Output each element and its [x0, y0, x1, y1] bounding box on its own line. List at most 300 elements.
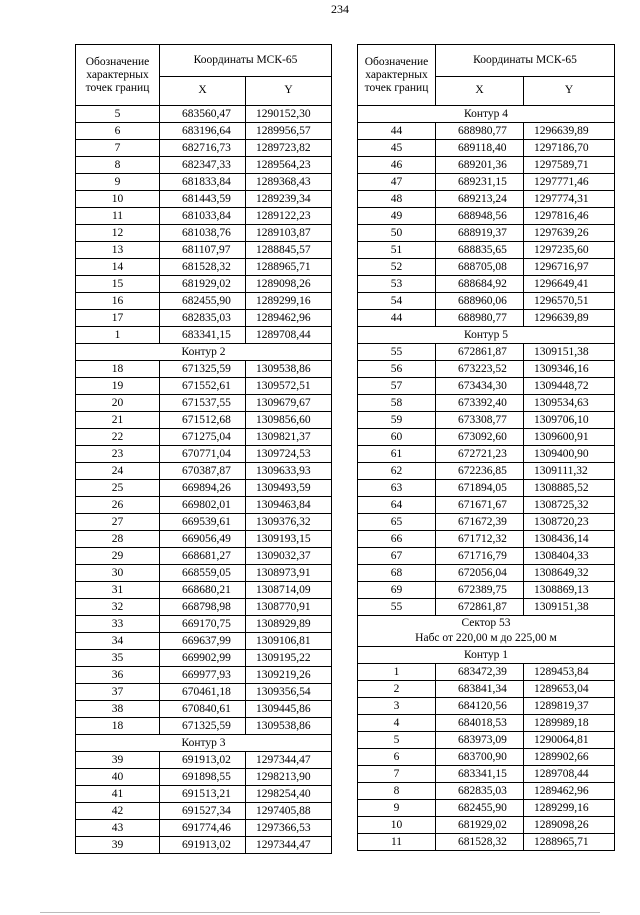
y-coordinate: 1289299,16: [524, 800, 615, 817]
table-row: [358, 310, 615, 327]
contour-title: Контур 4: [358, 106, 615, 123]
point-number: 45: [358, 140, 436, 157]
point-number: 21: [76, 412, 160, 429]
x-coordinate: 671894,05: [436, 480, 524, 497]
point-number: 56: [358, 361, 436, 378]
y-coordinate: 1289239,34: [246, 191, 332, 208]
y-coordinate: 1309356,54: [246, 684, 332, 701]
point-number: 7: [358, 766, 436, 783]
table-row: [76, 140, 332, 157]
y-coordinate: 1309633,93: [246, 463, 332, 480]
x-coordinate: 671325,59: [160, 361, 246, 378]
y-coordinate: 1289103,87: [246, 225, 332, 242]
table-row: [76, 650, 332, 667]
y-coordinate: 1298213,90: [246, 769, 332, 786]
point-number: 55: [358, 344, 436, 361]
y-coordinate: 1309463,84: [246, 497, 332, 514]
y-coordinate: 1289299,16: [246, 293, 332, 310]
y-coordinate: 1308973,91: [246, 565, 332, 582]
y-coordinate: 1297235,60: [524, 242, 615, 259]
x-coordinate: 672721,23: [436, 446, 524, 463]
x-coordinate: 669802,01: [160, 497, 246, 514]
point-number: 10: [358, 817, 436, 834]
x-coordinate: 672861,87: [436, 599, 524, 616]
table-row: [76, 684, 332, 701]
x-coordinate: 668680,21: [160, 582, 246, 599]
x-coordinate: 672236,85: [436, 463, 524, 480]
y-coordinate: 1289453,84: [524, 664, 615, 681]
y-coordinate: 1309534,63: [524, 395, 615, 412]
table-row: [358, 259, 615, 276]
y-coordinate: 1309572,51: [246, 378, 332, 395]
x-coordinate: 670771,04: [160, 446, 246, 463]
point-number: 12: [76, 225, 160, 242]
point-number: 8: [358, 783, 436, 800]
point-number: 1: [358, 664, 436, 681]
x-coordinate: 681033,84: [160, 208, 246, 225]
contour-header-row: [358, 327, 615, 344]
x-coordinate: 682455,90: [436, 800, 524, 817]
table-row: [76, 837, 332, 854]
table-row: [76, 514, 332, 531]
header-coordinates: Координаты МСК-65: [160, 45, 332, 77]
point-number: 9: [358, 800, 436, 817]
x-coordinate: 683341,15: [436, 766, 524, 783]
y-coordinate: 1309376,32: [246, 514, 332, 531]
y-coordinate: 1289956,57: [246, 123, 332, 140]
x-coordinate: 691898,55: [160, 769, 246, 786]
x-coordinate: 689231,15: [436, 174, 524, 191]
point-number: 65: [358, 514, 436, 531]
x-coordinate: 668681,27: [160, 548, 246, 565]
y-coordinate: 1288965,71: [246, 259, 332, 276]
y-coordinate: 1309493,59: [246, 480, 332, 497]
y-coordinate: 1309032,37: [246, 548, 332, 565]
table-row: [358, 582, 615, 599]
x-coordinate: 681107,97: [160, 242, 246, 259]
y-coordinate: 1308725,32: [524, 497, 615, 514]
x-coordinate: 670387,87: [160, 463, 246, 480]
y-coordinate: 1297366,53: [246, 820, 332, 837]
x-coordinate: 688948,56: [436, 208, 524, 225]
page-number: 234: [331, 2, 349, 16]
table-row: [358, 834, 615, 851]
table-row: [76, 446, 332, 463]
point-number: 63: [358, 480, 436, 497]
point-number: 3: [358, 698, 436, 715]
y-coordinate: 1309724,53: [246, 446, 332, 463]
x-coordinate: 683973,09: [436, 732, 524, 749]
table-row: [358, 715, 615, 732]
y-coordinate: 1309346,16: [524, 361, 615, 378]
point-number: 47: [358, 174, 436, 191]
x-coordinate: 671552,61: [160, 378, 246, 395]
point-number: 18: [76, 718, 160, 735]
y-coordinate: 1289462,96: [524, 783, 615, 800]
point-number: 62: [358, 463, 436, 480]
table-row: [358, 412, 615, 429]
header-y: Y: [524, 76, 615, 105]
x-coordinate: 673223,52: [436, 361, 524, 378]
y-coordinate: 1308885,52: [524, 480, 615, 497]
y-coordinate: 1298254,40: [246, 786, 332, 803]
table-row: [76, 106, 332, 123]
table-row: [76, 820, 332, 837]
table-row: [76, 123, 332, 140]
x-coordinate: 673308,77: [436, 412, 524, 429]
x-coordinate: 683700,90: [436, 749, 524, 766]
contour-header-row: [76, 735, 332, 752]
table-row: [358, 276, 615, 293]
y-coordinate: 1309600,91: [524, 429, 615, 446]
point-number: 51: [358, 242, 436, 259]
y-coordinate: 1296570,51: [524, 293, 615, 310]
point-number: 28: [76, 531, 160, 548]
table-row: [358, 361, 615, 378]
table-row: [358, 191, 615, 208]
point-number: 59: [358, 412, 436, 429]
point-number: 42: [76, 803, 160, 820]
x-coordinate: 681929,02: [436, 817, 524, 834]
table-row: [358, 446, 615, 463]
contour-header-row: [358, 106, 615, 123]
y-coordinate: 1289819,37: [524, 698, 615, 715]
x-coordinate: 681929,02: [160, 276, 246, 293]
table-row: [358, 565, 615, 582]
y-coordinate: 1309195,22: [246, 650, 332, 667]
y-coordinate: 1308929,89: [246, 616, 332, 633]
point-number: 69: [358, 582, 436, 599]
point-number: 67: [358, 548, 436, 565]
header-point-designation: Обозначение характерных точек границ: [76, 45, 160, 106]
x-coordinate: 669056,49: [160, 531, 246, 548]
y-coordinate: 1296639,89: [524, 123, 615, 140]
table-row: [358, 344, 615, 361]
x-coordinate: 689118,40: [436, 140, 524, 157]
table-row: [76, 327, 332, 344]
y-coordinate: 1309538,86: [246, 361, 332, 378]
table-row: [358, 800, 615, 817]
x-coordinate: 683560,47: [160, 106, 246, 123]
point-number: 39: [76, 837, 160, 854]
table-row: [76, 395, 332, 412]
table-row: [358, 514, 615, 531]
table-row: [76, 361, 332, 378]
point-number: 44: [358, 310, 436, 327]
x-coordinate: 683472,39: [436, 664, 524, 681]
x-coordinate: 669977,93: [160, 667, 246, 684]
y-coordinate: 1290064,81: [524, 732, 615, 749]
contour-header-row: [76, 344, 332, 361]
point-number: 22: [76, 429, 160, 446]
x-coordinate: 691913,02: [160, 837, 246, 854]
coordinates-table-right: [357, 44, 615, 851]
table-row: [76, 463, 332, 480]
y-coordinate: 1309219,26: [246, 667, 332, 684]
table-row: [76, 701, 332, 718]
y-coordinate: 1308436,14: [524, 531, 615, 548]
table-row: [76, 752, 332, 769]
table-row: [76, 208, 332, 225]
point-number: 18: [76, 361, 160, 378]
point-number: 15: [76, 276, 160, 293]
point-number: 27: [76, 514, 160, 531]
contour-title: Контур 2: [76, 344, 332, 361]
y-coordinate: 1309193,15: [246, 531, 332, 548]
y-coordinate: 1289098,26: [524, 817, 615, 834]
point-number: 7: [76, 140, 160, 157]
y-coordinate: 1308869,13: [524, 582, 615, 599]
table-row: [358, 681, 615, 698]
x-coordinate: 669637,99: [160, 633, 246, 650]
y-coordinate: 1289708,44: [524, 766, 615, 783]
point-number: 10: [76, 191, 160, 208]
header-coordinates: Координаты МСК-65: [436, 45, 615, 77]
x-coordinate: 688980,77: [436, 310, 524, 327]
y-coordinate: 1289098,26: [246, 276, 332, 293]
x-coordinate: 682716,73: [160, 140, 246, 157]
table-row: [358, 698, 615, 715]
x-coordinate: 691513,21: [160, 786, 246, 803]
table-row: [76, 497, 332, 514]
y-coordinate: 1309400,90: [524, 446, 615, 463]
x-coordinate: 684018,53: [436, 715, 524, 732]
x-coordinate: 684120,56: [436, 698, 524, 715]
point-number: 20: [76, 395, 160, 412]
point-number: 66: [358, 531, 436, 548]
point-number: 40: [76, 769, 160, 786]
table-row: [76, 599, 332, 616]
y-coordinate: 1297405,88: [246, 803, 332, 820]
x-coordinate: 670840,61: [160, 701, 246, 718]
table-row: [76, 174, 332, 191]
point-number: 52: [358, 259, 436, 276]
header-point-designation: Обозначение характерных точек границ: [358, 45, 436, 106]
table-row: [358, 480, 615, 497]
table-row: [358, 293, 615, 310]
y-coordinate: 1289708,44: [246, 327, 332, 344]
y-coordinate: 1309856,60: [246, 412, 332, 429]
table-row: [358, 208, 615, 225]
table-row: [76, 582, 332, 599]
table-row: [358, 749, 615, 766]
x-coordinate: 688919,37: [436, 225, 524, 242]
x-coordinate: 689201,36: [436, 157, 524, 174]
x-coordinate: 669539,61: [160, 514, 246, 531]
table-row: [358, 140, 615, 157]
table-row: [358, 395, 615, 412]
point-number: 35: [76, 650, 160, 667]
x-coordinate: 683341,15: [160, 327, 246, 344]
point-number: 23: [76, 446, 160, 463]
table-row: [358, 531, 615, 548]
point-number: 5: [76, 106, 160, 123]
point-number: 13: [76, 242, 160, 259]
x-coordinate: 671275,04: [160, 429, 246, 446]
y-coordinate: 1288845,57: [246, 242, 332, 259]
x-coordinate: 689213,24: [436, 191, 524, 208]
header-y: Y: [246, 76, 332, 105]
y-coordinate: 1308720,23: [524, 514, 615, 531]
x-coordinate: 682835,03: [160, 310, 246, 327]
x-coordinate: 672861,87: [436, 344, 524, 361]
point-number: 68: [358, 565, 436, 582]
point-number: 25: [76, 480, 160, 497]
y-coordinate: 1297589,71: [524, 157, 615, 174]
y-coordinate: 1297344,47: [246, 837, 332, 854]
table-row: [76, 378, 332, 395]
y-coordinate: 1309821,37: [246, 429, 332, 446]
point-number: 54: [358, 293, 436, 310]
y-coordinate: 1309151,38: [524, 599, 615, 616]
sector-note: Набс от 220,00 м до 225,00 м: [358, 631, 615, 647]
point-number: 6: [358, 749, 436, 766]
table-row: [76, 242, 332, 259]
table-row: [76, 259, 332, 276]
table-row: [76, 429, 332, 446]
y-coordinate: 1289122,23: [246, 208, 332, 225]
sector-note: Сектор 53: [358, 616, 615, 632]
y-coordinate: 1309445,86: [246, 701, 332, 718]
y-coordinate: 1289564,23: [246, 157, 332, 174]
x-coordinate: 671537,55: [160, 395, 246, 412]
table-row: [358, 548, 615, 565]
table-row: [76, 633, 332, 650]
x-coordinate: 682455,90: [160, 293, 246, 310]
point-number: 29: [76, 548, 160, 565]
point-number: 31: [76, 582, 160, 599]
x-coordinate: 683196,64: [160, 123, 246, 140]
point-number: 64: [358, 497, 436, 514]
x-coordinate: 668798,98: [160, 599, 246, 616]
x-coordinate: 691527,34: [160, 803, 246, 820]
contour-header-row: [358, 647, 615, 664]
x-coordinate: 681833,84: [160, 174, 246, 191]
point-number: 36: [76, 667, 160, 684]
point-number: 50: [358, 225, 436, 242]
x-coordinate: 671671,67: [436, 497, 524, 514]
point-number: 14: [76, 259, 160, 276]
x-coordinate: 688705,08: [436, 259, 524, 276]
table-row: [358, 732, 615, 749]
table-row: [358, 497, 615, 514]
y-coordinate: 1309111,32: [524, 463, 615, 480]
point-number: 6: [76, 123, 160, 140]
y-coordinate: 1289989,18: [524, 715, 615, 732]
table-row: [76, 191, 332, 208]
point-number: 41: [76, 786, 160, 803]
point-number: 39: [76, 752, 160, 769]
point-number: 1: [76, 327, 160, 344]
table-row: [76, 803, 332, 820]
table-row: [76, 548, 332, 565]
x-coordinate: 682835,03: [436, 783, 524, 800]
table-row: [76, 718, 332, 735]
y-coordinate: 1289723,82: [246, 140, 332, 157]
y-coordinate: 1297639,26: [524, 225, 615, 242]
y-coordinate: 1289462,96: [246, 310, 332, 327]
y-coordinate: 1289902,66: [524, 749, 615, 766]
table-row: [76, 293, 332, 310]
x-coordinate: 688835,65: [436, 242, 524, 259]
x-coordinate: 669894,26: [160, 480, 246, 497]
x-coordinate: 671716,79: [436, 548, 524, 565]
table-row: [76, 310, 332, 327]
table-row: [76, 480, 332, 497]
point-number: 30: [76, 565, 160, 582]
y-coordinate: 1289653,04: [524, 681, 615, 698]
x-coordinate: 688980,77: [436, 123, 524, 140]
point-number: 9: [76, 174, 160, 191]
table-row: [358, 463, 615, 480]
table-row: [358, 817, 615, 834]
point-number: 5: [358, 732, 436, 749]
x-coordinate: 688684,92: [436, 276, 524, 293]
point-number: 34: [76, 633, 160, 650]
point-number: 48: [358, 191, 436, 208]
point-number: 43: [76, 820, 160, 837]
table-row: [76, 667, 332, 684]
x-coordinate: 681038,76: [160, 225, 246, 242]
table-row: [76, 276, 332, 293]
point-number: 57: [358, 378, 436, 395]
y-coordinate: 1297816,46: [524, 208, 615, 225]
point-number: 11: [358, 834, 436, 851]
point-number: 37: [76, 684, 160, 701]
x-coordinate: 669170,75: [160, 616, 246, 633]
x-coordinate: 672389,75: [436, 582, 524, 599]
y-coordinate: 1296639,89: [524, 310, 615, 327]
x-coordinate: 673434,30: [436, 378, 524, 395]
table-row: [358, 599, 615, 616]
point-number: 17: [76, 310, 160, 327]
table-row: [76, 412, 332, 429]
table-row: [76, 225, 332, 242]
x-coordinate: 669902,99: [160, 650, 246, 667]
table-row: [358, 429, 615, 446]
table-row: [358, 157, 615, 174]
table-row: [76, 786, 332, 803]
y-coordinate: 1309706,10: [524, 412, 615, 429]
point-number: 49: [358, 208, 436, 225]
point-number: 46: [358, 157, 436, 174]
y-coordinate: 1308404,33: [524, 548, 615, 565]
y-coordinate: 1309448,72: [524, 378, 615, 395]
point-number: 16: [76, 293, 160, 310]
table-row: [358, 123, 615, 140]
point-number: 44: [358, 123, 436, 140]
point-number: 4: [358, 715, 436, 732]
y-coordinate: 1309679,67: [246, 395, 332, 412]
x-coordinate: 691913,02: [160, 752, 246, 769]
contour-title: Контур 3: [76, 735, 332, 752]
y-coordinate: 1296716,97: [524, 259, 615, 276]
point-number: 24: [76, 463, 160, 480]
y-coordinate: 1308714,09: [246, 582, 332, 599]
point-number: 2: [358, 681, 436, 698]
x-coordinate: 671512,68: [160, 412, 246, 429]
y-coordinate: 1297344,47: [246, 752, 332, 769]
x-coordinate: 681528,32: [160, 259, 246, 276]
table-row: [76, 157, 332, 174]
y-coordinate: 1308649,32: [524, 565, 615, 582]
x-coordinate: 682347,33: [160, 157, 246, 174]
y-coordinate: 1297774,31: [524, 191, 615, 208]
x-coordinate: 671712,32: [436, 531, 524, 548]
point-number: 53: [358, 276, 436, 293]
x-coordinate: 670461,18: [160, 684, 246, 701]
x-coordinate: 683841,34: [436, 681, 524, 698]
